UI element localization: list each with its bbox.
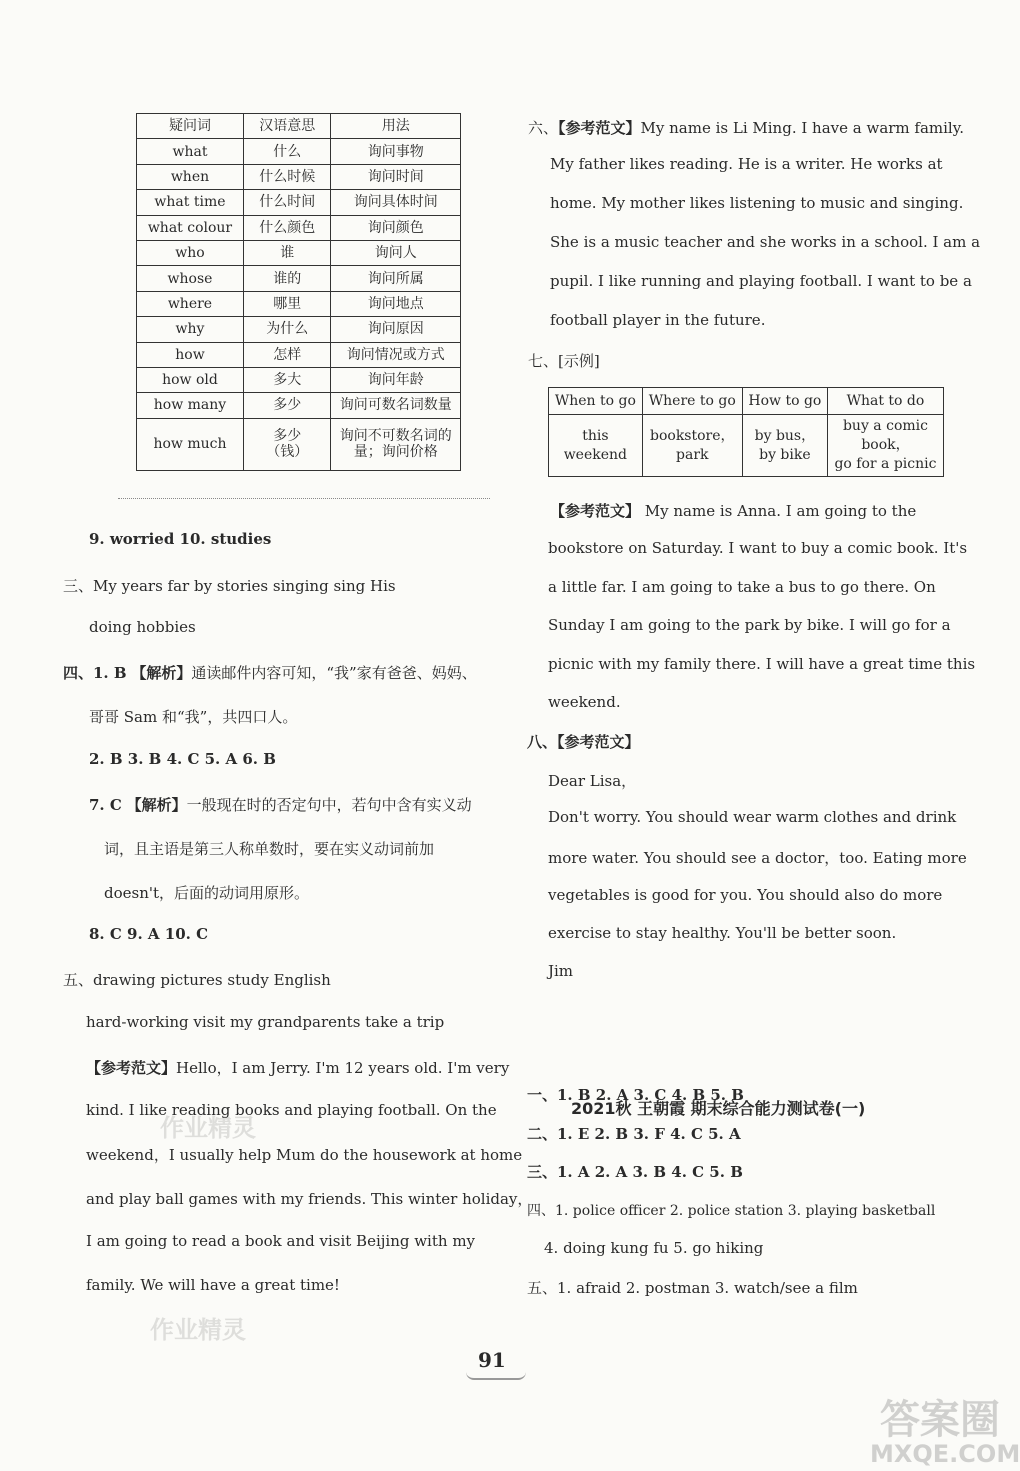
table-row	[549, 415, 944, 477]
table-cell: 询问年龄	[331, 367, 461, 392]
analysis-text: 通读邮件内容可知，“我”家有爸爸、妈妈、	[191, 664, 477, 682]
answer-line	[63, 662, 477, 683]
table-row	[137, 291, 461, 316]
table-header-cell: How to go	[742, 388, 827, 415]
section-label: 六、	[528, 119, 559, 137]
letter-signature: Jim	[548, 962, 574, 980]
answer-line: more water. You should see a doctor，too. Eating more	[548, 849, 967, 867]
table-cell: 谁的	[243, 266, 331, 291]
table-cell: 询问所属	[331, 266, 461, 291]
sample-text: Hello，I am Jerry. I'm 12 years old. I'm very	[176, 1059, 510, 1077]
analysis-text: 一般现在时的否定句中，若句中含有实义动	[186, 796, 472, 814]
cell-line: bookstore，	[650, 427, 735, 444]
table-cell: 什么颜色	[243, 215, 331, 240]
answer-line: 9. worried 10. studies	[89, 530, 272, 548]
table-row	[137, 266, 461, 291]
cell-line: by bus，	[754, 427, 816, 444]
answer-line: 词，且主语是第三人称单数时，要在实义动词前加	[104, 840, 435, 858]
table-cell: what time	[137, 190, 244, 215]
table-cell	[827, 415, 943, 477]
cell-line: （钱）	[266, 444, 309, 461]
answer-line: doing hobbies	[89, 618, 196, 636]
answer-line: 三、1. A 2. A 3. B 4. C 5. B	[527, 1163, 743, 1181]
cell-line: by bike	[759, 446, 811, 463]
table-cell	[243, 418, 331, 470]
answer-line: 一、1. B 2. A 3. C 4. B 5. B	[527, 1086, 744, 1104]
cell-line: book，	[861, 437, 910, 453]
answer-line: 8. C 9. A 10. C	[89, 925, 209, 943]
table-cell	[642, 415, 742, 477]
answer-line	[86, 1057, 509, 1078]
answer-line: kind. I like reading books and playing football. On the	[86, 1101, 497, 1119]
answer-line: 2. B 3. B 4. C 5. A 6. B	[89, 750, 276, 768]
table-cell: 多少	[243, 393, 331, 418]
table-header-cell: What to do	[827, 388, 943, 415]
table-header-row	[549, 388, 944, 415]
analysis-tag: 【解析】	[126, 796, 187, 814]
question-word-table	[136, 113, 461, 471]
answer-line: 4. doing kung fu 5. go hiking	[544, 1239, 764, 1257]
table-row	[137, 317, 461, 342]
dotted-divider	[118, 498, 490, 499]
table-row	[137, 240, 461, 265]
answer-line: doesn't，后面的动词用原形。	[104, 884, 310, 902]
answer-line: Don't worry. You should wear warm clothes and drink	[548, 808, 957, 826]
table-header-cell: When to go	[549, 388, 643, 415]
answer-line: football player in the future.	[550, 311, 766, 329]
letter-greeting: Dear Lisa，	[548, 772, 637, 790]
answer-label: 7. C	[89, 796, 122, 814]
table-header-row	[137, 114, 461, 139]
table-cell: 谁	[243, 240, 331, 265]
table-row	[137, 367, 461, 392]
answer-line: vegetables is good for you. You should also do more	[548, 886, 943, 904]
table-cell	[331, 418, 461, 470]
table-row	[137, 418, 461, 470]
table-cell: 询问颜色	[331, 215, 461, 240]
answer-line	[550, 500, 916, 521]
answer-line: bookstore on Saturday. I want to buy a comic book. It's	[548, 539, 968, 557]
table-cell: who	[137, 240, 244, 265]
table-cell: 询问具体时间	[331, 190, 461, 215]
cell-line: this	[582, 427, 609, 444]
answer-line: 三、My years far by stories singing sing His	[63, 577, 396, 595]
analysis-tag: 【解析】	[131, 664, 192, 682]
table-cell: 什么时间	[243, 190, 331, 215]
cell-line: 量；询问价格	[353, 444, 438, 461]
table-cell: 询问事物	[331, 139, 461, 164]
sample-tag: 【参考范文】	[558, 119, 641, 137]
answer-line: weekend，I usually help Mum do the housework at home	[86, 1146, 523, 1164]
table-cell: where	[137, 291, 244, 316]
answer-line: Sunday I am going to the park by bike. I will go for a	[548, 616, 951, 634]
table-cell: 什么	[243, 139, 331, 164]
section-title: 2021秋 王朝霞 期末综合能力测试卷(一)	[571, 1099, 866, 1118]
table-cell: how old	[137, 367, 244, 392]
answer-line: weekend.	[548, 693, 621, 711]
answer-label: 四、1. B	[63, 664, 127, 682]
answer-line: family. We will have a great time!	[86, 1276, 340, 1294]
sample-text: My name is Anna. I am going to the	[644, 502, 917, 520]
sample-tag: 【参考范文】	[86, 1059, 177, 1077]
table-cell: what	[137, 139, 244, 164]
answer-line	[528, 117, 964, 138]
table-cell: what colour	[137, 215, 244, 240]
sample-tag: 【参考范文】	[550, 502, 641, 520]
answer-line: My father likes reading. He is a writer. He works at	[550, 155, 943, 173]
table-cell: how much	[137, 418, 244, 470]
table-cell: 什么时候	[243, 164, 331, 189]
table-cell: why	[137, 317, 244, 342]
table-row	[137, 393, 461, 418]
table-row	[137, 139, 461, 164]
table-header-cell: 用法	[331, 114, 461, 139]
table-cell: how many	[137, 393, 244, 418]
answer-line: 五、1. afraid 2. postman 3. watch/see a film	[527, 1279, 858, 1297]
answer-line: and play ball games with my friends. This winter holiday，	[86, 1190, 533, 1208]
answer-line: She is a music teacher and she works in a school. I am a	[550, 233, 981, 251]
answer-line: exercise to stay healthy. You'll be better soon.	[548, 924, 897, 942]
answer-line: picnic with my family there. I will have a great time this	[548, 655, 976, 673]
watermark-url: MXQE.COM	[870, 1440, 1020, 1468]
table-header-cell: Where to go	[642, 388, 742, 415]
answer-line: hard-working visit my grandparents take a trip	[86, 1013, 445, 1031]
answer-line: 二、1. E 2. B 3. F 4. C 5. A	[527, 1125, 741, 1143]
table-row	[137, 342, 461, 367]
page-number: 91	[478, 1348, 506, 1372]
table-cell: 询问时间	[331, 164, 461, 189]
cell-line: weekend	[563, 446, 628, 463]
table-cell: 询问原因	[331, 317, 461, 342]
table-row	[137, 164, 461, 189]
table-cell: whose	[137, 266, 244, 291]
watermark: 作业精灵	[160, 1114, 256, 1142]
table-row	[137, 190, 461, 215]
table-cell	[549, 415, 643, 477]
answer-line: pupil. I like running and playing football. I want to be a	[550, 272, 972, 290]
answer-line	[89, 794, 472, 815]
sample-text: My name is Li Ming. I have a warm family.	[640, 119, 964, 137]
table-row	[137, 215, 461, 240]
table-cell: 询问地点	[331, 291, 461, 316]
answer-line: 四、1. police officer 2. police station 3. playing basketball	[527, 1203, 936, 1219]
table-cell: how	[137, 342, 244, 367]
table-cell	[742, 415, 827, 477]
cell-line: park	[676, 446, 709, 463]
plan-table	[548, 387, 944, 477]
cell-line: buy a comic	[842, 418, 928, 434]
table-cell: 询问可数名词数量	[331, 393, 461, 418]
cell-line: go for a picnic	[834, 456, 937, 472]
watermark-logo: 答案圈	[880, 1397, 1000, 1443]
answer-line: 八、【参考范文】	[527, 733, 640, 751]
watermark: 作业精灵	[150, 1316, 246, 1344]
table-cell: 怎样	[243, 342, 331, 367]
cell-line: 多少	[273, 428, 302, 445]
table-cell: 询问人	[331, 240, 461, 265]
answer-line: I am going to read a book and visit Beijing with my	[86, 1232, 476, 1250]
table-cell: 询问情况或方式	[331, 342, 461, 367]
answer-line: 七、[示例]	[528, 352, 600, 370]
table-header-cell: 汉语意思	[243, 114, 331, 139]
table-cell: 哪里	[243, 291, 331, 316]
table-cell: 多大	[243, 367, 331, 392]
table-cell: when	[137, 164, 244, 189]
page-number-flourish	[466, 1372, 526, 1380]
cell-line: 询问不可数名词的	[339, 428, 452, 445]
table-cell: 为什么	[243, 317, 331, 342]
answer-line: a little far. I am going to take a bus to go there. On	[548, 578, 936, 596]
table-header-cell: 疑问词	[137, 114, 244, 139]
answer-line: home. My mother likes listening to music and singing.	[550, 194, 964, 212]
answer-line: 五、drawing pictures study English	[63, 971, 331, 989]
answer-line: 哥哥 Sam 和“我”，共四口人。	[89, 708, 298, 726]
